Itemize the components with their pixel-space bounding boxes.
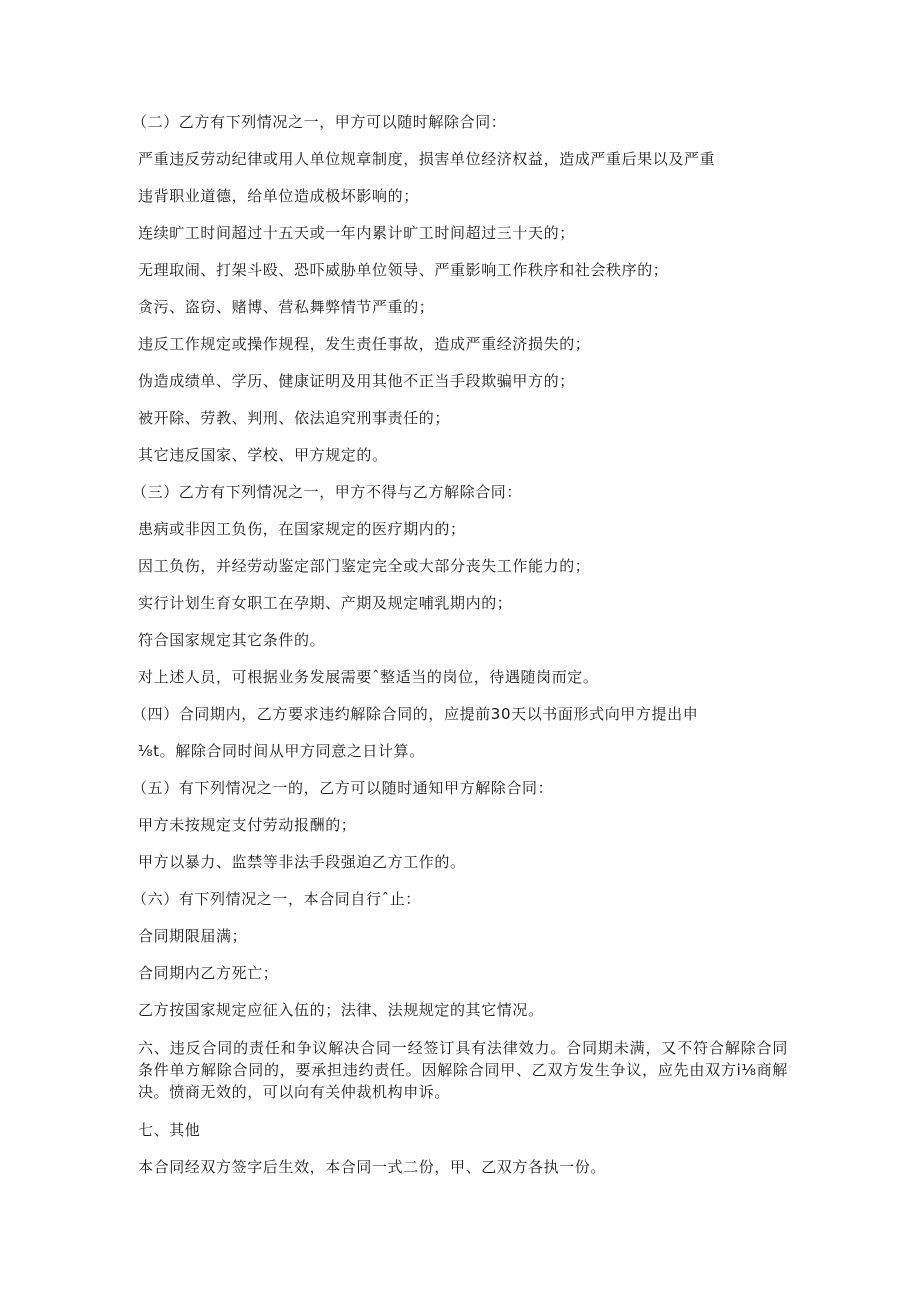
clause-heading: （四）合同期内，乙方要求违约解除合同的，应提前30天以书面形式向甲方提出申 [132, 705, 699, 723]
clause-line: 合同期内乙方死亡； [138, 964, 279, 982]
clause-line: 对上述人员，可根据业务发展需要ˆ整适当的岗位，待遇随岗而定。 [138, 668, 599, 686]
clause-lines [132, 112, 788, 1020]
clause-heading: （六）有下列情况之一，本合同自行ˆ止： [132, 890, 421, 908]
clause-line: 乙方按国家规定应征入伍的；法律、法规规定的其它情况。 [138, 1001, 544, 1019]
clause-line: ⅛t。解除合同时间从甲方同意之日计算。 [138, 742, 425, 760]
clause-heading: （五）有下列情况之一的，乙方可以随时通知甲方解除合同： [132, 779, 554, 797]
clause-line: 实行计划生育女职工在孕期、产期及规定哺乳期内的； [138, 594, 513, 612]
section-7-title: 七、其他 [138, 1121, 201, 1139]
clause-line: 甲方未按规定支付劳动报酬的； [138, 816, 357, 834]
clause-line: 严重违反劳动纪律或用人单位规章制度，损害单位经济权益，造成严重后果以及严重 [138, 150, 716, 168]
clause-line: 违背职业道德，给单位造成极坏影响的； [138, 187, 419, 205]
clause-line: 其它违反国家、学校、甲方规定的。 [138, 446, 388, 464]
clause-heading: （二）乙方有下列情况之一，甲方可以随时解除合同： [132, 113, 507, 131]
section-7-body: 本合同经双方签字后生效，本合同一式二份，甲、乙双方各执一份。 [138, 1158, 607, 1176]
contract-text [132, 112, 788, 1194]
section-6-paragraph: 六、违反合同的责任和争议解决合同一经签订具有法律效力。合同期未满，又不符合解除合同条件单方解除合同的，要承担违约责任。因解除合同甲、乙双方发生争议，应先由双方i⅛商解决。愤商无效的，可以向有关仲裁机构申诉。 [138, 1039, 788, 1101]
clause-line: 被开除、劳教、判刑、依法追究刑事责任的； [138, 409, 451, 427]
clause-line: 合同期限届满； [138, 927, 248, 945]
clause-line: 贪污、盗窃、赌博、营私舞弊情节严重的； [138, 298, 435, 316]
clause-heading: （三）乙方有下列情况之一，甲方不得与乙方解除合同： [132, 483, 523, 501]
clause-line: 患病或非因工负伤，在国家规定的医疗期内的； [138, 520, 466, 538]
clause-line: 伪造成绩单、学历、健康证明及用其他不正当手段欺骗甲方的； [138, 372, 575, 390]
clause-line: 因工负伤，并经劳动鉴定部门鉴定完全或大部分丧失工作能力的； [138, 557, 591, 575]
clause-line: 连续旷工时间超过十五天或一年内累计旷工时间超过三十天的； [138, 224, 575, 242]
clause-line: 违反工作规定或操作规程，发生责任事故，造成严重经济损失的； [138, 335, 591, 353]
clause-line: 符合国家规定其它条件的。 [138, 631, 326, 649]
clause-line: 甲方以暴力、监禁等非法手段强迫乙方工作的。 [138, 853, 466, 871]
clause-line: 无理取闹、打架斗殴、恐吓威胁单位领导、严重影响工作秩序和社会秩序的； [138, 261, 669, 279]
